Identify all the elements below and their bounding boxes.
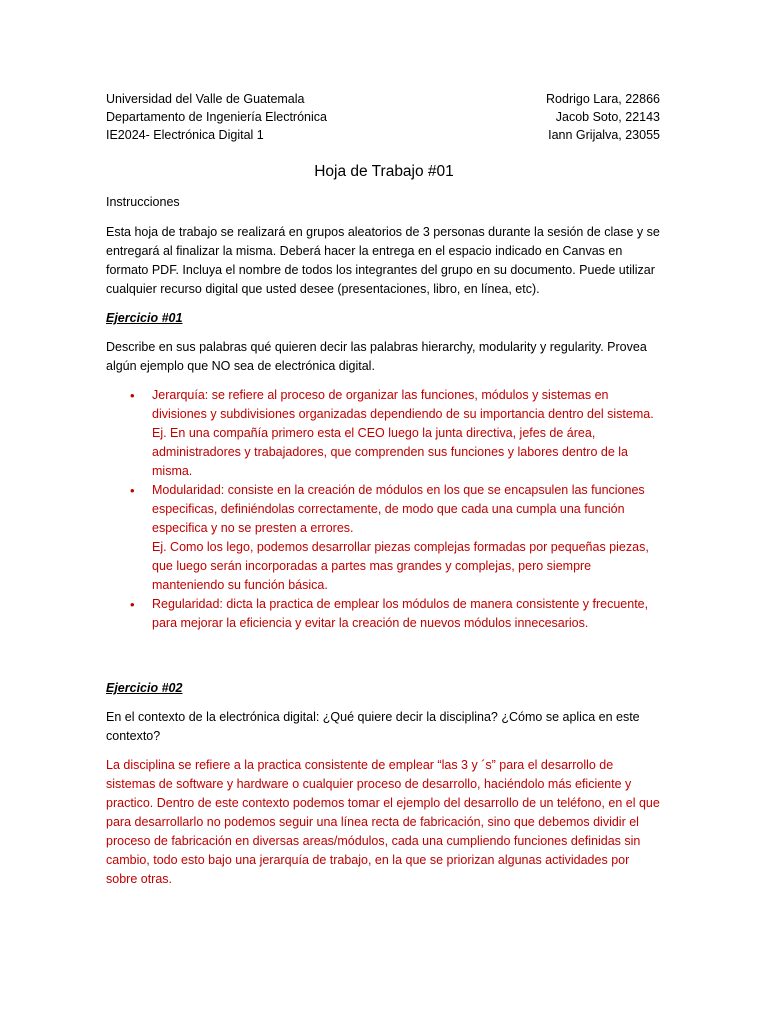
exercise-1-question: Describe en sus palabras qué quieren decir las palabras hierarchy, modularity y regularity. Provea algún ejemplo que NO sea de electrónica digital. — [106, 340, 647, 373]
author-3: Iann Grijalva, 23055 — [548, 128, 660, 142]
instructions-paragraph: Esta hoja de trabajo se realizará en grupos aleatorios de 3 personas durante la sesión de clase y se entregará al finalizar la misma. Deberá hacer la entrega en el espacio indicado en Canvas en formato PDF. Incluya el nombre de todos los integrantes del grupo en su documento. Puede utilizar cualquier recurso digital que usted desee (presentaciones, libro, en línea, etc). — [106, 225, 660, 296]
exercise-1-heading: Ejercicio #01 — [106, 311, 183, 325]
author-1: Rodrigo Lara, 22866 — [546, 92, 660, 106]
answer-regularity-text: Regularidad: dicta la practica de emplear los módulos de manera consistente y frecuente, para mejorar la eficiencia y evitar la creación de nuevos módulos innecesarios. — [152, 597, 649, 630]
exercise-2-question: En el contexto de la electrónica digital: ¿Qué quiere decir la disciplina? ¿Cómo se aplica en este contexto? — [106, 710, 640, 743]
exercise-2-heading: Ejercicio #02 — [106, 681, 183, 695]
instructions-heading: Instrucciones — [106, 195, 180, 209]
answer-regularity — [106, 595, 662, 633]
bullet-icon: • — [130, 597, 135, 612]
answer-modularity — [106, 481, 662, 595]
answer-modularity-text: Modularidad: consiste en la creación de módulos en los que se encapsulen las funciones especificas, definiéndolas correctamente, de modo que cada una cumpla una función especifica y no se presten a errores. — [152, 483, 645, 535]
university-name: Universidad del Valle de Guatemala — [106, 92, 305, 106]
bullet-icon: • — [130, 388, 135, 403]
answer-hierarchy-example: Ej. En una compañía primero esta el CEO luego la junta directiva, jefes de área, administradores y trabajadores, que comprenden sus funciones y labores dentro de la misma. — [152, 426, 628, 478]
header-authors-block — [546, 90, 660, 144]
department-name: Departamento de Ingeniería Electrónica — [106, 110, 327, 124]
exercise-1-answers — [106, 386, 662, 633]
answer-modularity-example: Ej. Como los lego, podemos desarrollar piezas complejas formadas por pequeñas piezas, que luego serán incorporadas a partes mas grandes y complejas, pero siempre manteniendo su función básica. — [152, 540, 649, 592]
header-institution-block — [106, 90, 327, 144]
answer-hierarchy-text: Jerarquía: se refiere al proceso de organizar las funciones, módulos y sistemas en divisiones y subdivisiones organizadas dependiendo de su importancia dentro del sistema. — [152, 388, 654, 421]
answer-hierarchy — [106, 386, 662, 481]
document-title: Hoja de Trabajo #01 — [314, 163, 454, 180]
author-2: Jacob Soto, 22143 — [555, 110, 660, 124]
course-name: IE2024- Electrónica Digital 1 — [106, 128, 264, 142]
exercise-2-answer: La disciplina se refiere a la practica consistente de emplear “las 3 y ´s” para el desarrollo de sistemas de software y hardware o cualquier proceso de desarrollo, haciéndolo más eficiente y practico. Dentro de este contexto podemos tomar el ejemplo del desarrollo de un teléfono, en el que para desarrollarlo no podemos seguir una línea recta de fabricación, sino que debemos dividir el proceso de fabricación en diversas areas/módulos, cada una cumpliendo funciones definidas sin cambio, todo esto bajo una jerarquía de trabajo, en la que se priorizan algunas actividades por sobre otras. — [106, 758, 660, 886]
bullet-icon: • — [130, 483, 135, 498]
